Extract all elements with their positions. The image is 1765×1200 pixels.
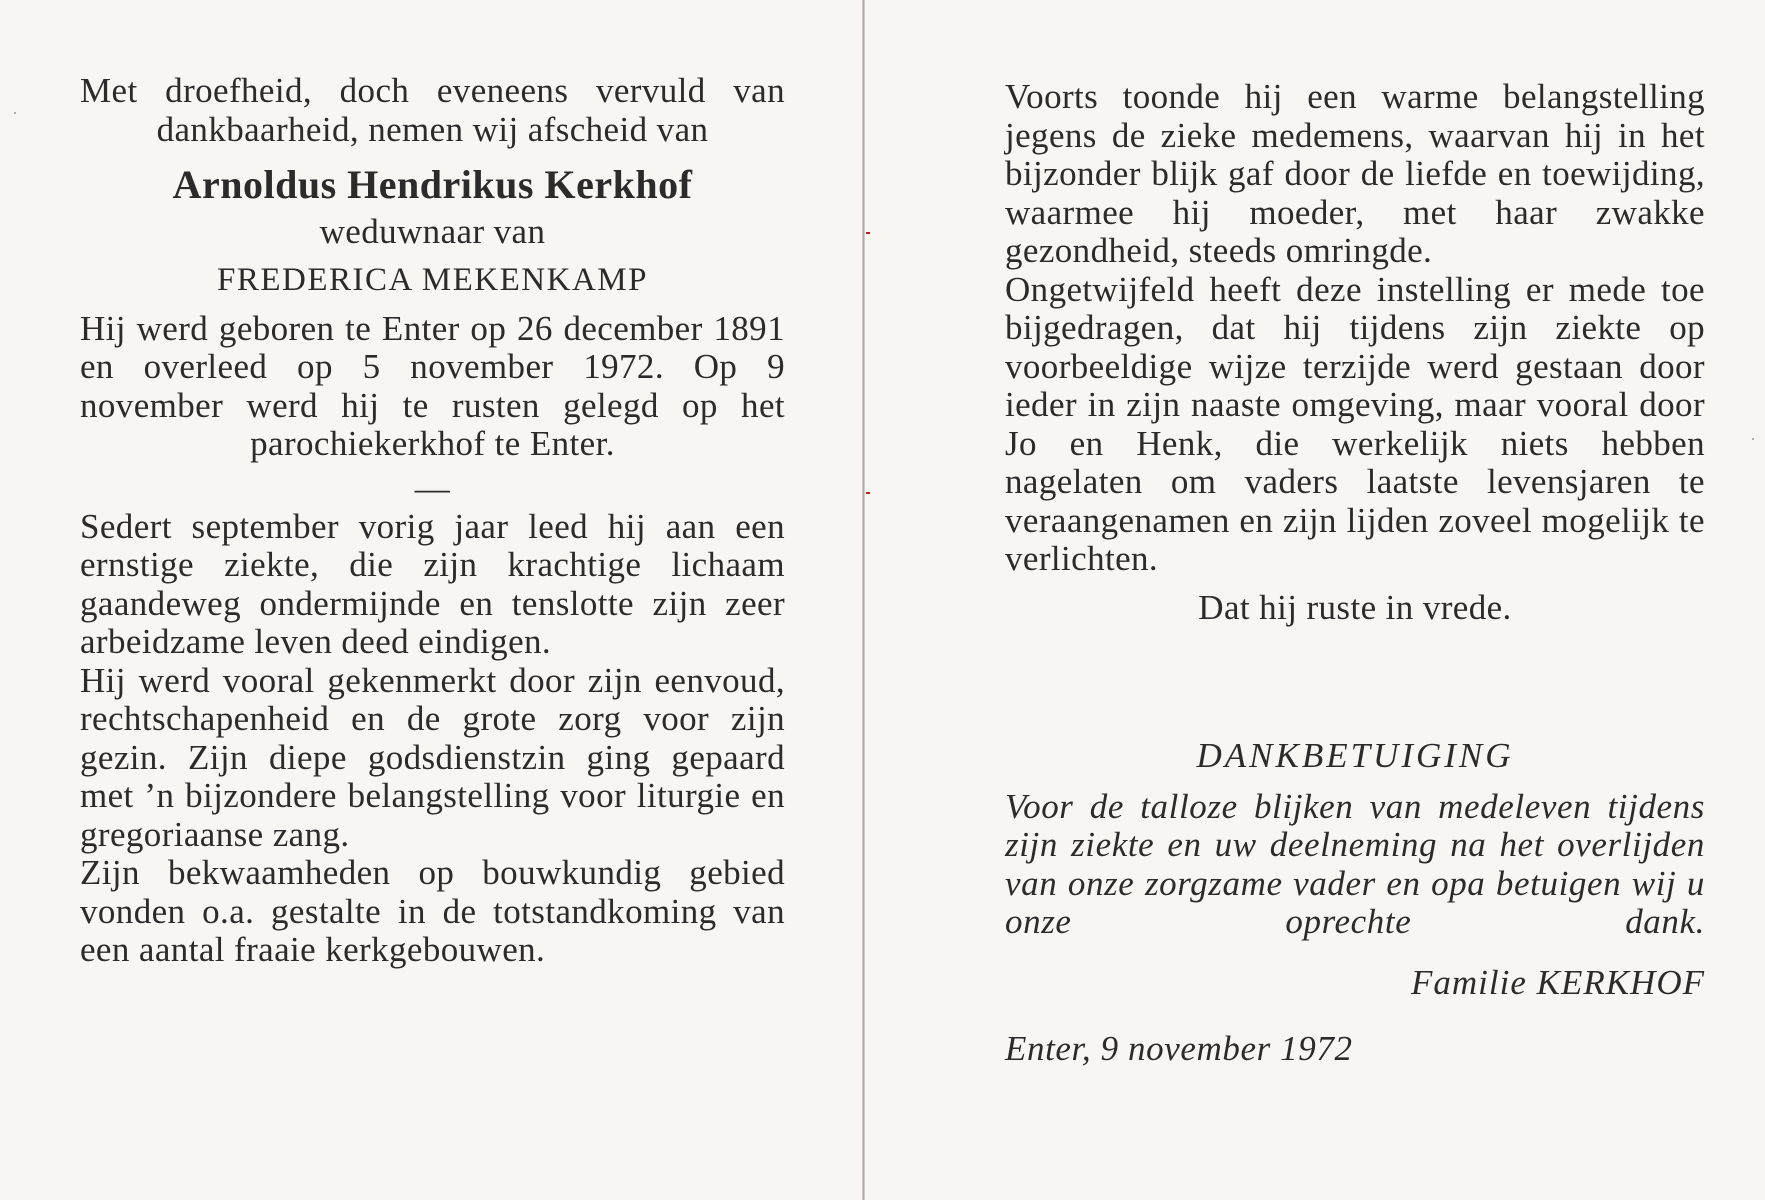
- right-paragraph-1: Voorts toonde hij een warme belangstelling jegens de zieke medemens, waarvan hij in het bijzonder blijk gaf door de liefde en toewijding, waarmee hij moeder, met haar zwakke gezondheid, steeds omringde.: [1005, 77, 1705, 270]
- paper-speck: [14, 112, 16, 114]
- thanks-body: Voor de talloze blijken van medeleven tijdens zijn ziekte en uw deelneming na het overlijden van onze zorgzame vader en opa betuigen wij u onze oprechte dank.: [1005, 786, 1705, 941]
- biography-paragraph-3: Zijn bekwaamheden op bouwkundig gebied vonden o.a. gestalte in de totstandkoming van een aantal fraaie kerkgebouwen.: [80, 853, 785, 969]
- left-text-column: [80, 72, 785, 970]
- wife-name: FREDERICA MEKENKAMP: [217, 261, 648, 298]
- birth-death-text: Hij werd geboren te Enter op 26 december 1891 en overleed op 5 november 1972. Op 9 november werd hij te rusten gelegd op het parochiekerkhof te Enter.: [80, 308, 785, 463]
- right-text-column: [1005, 78, 1705, 1069]
- rest-in-peace: Dat hij ruste in vrede.: [1198, 587, 1512, 627]
- intro-text: Met droefheid, doch eveneens vervuld van dankbaarheid, nemen wij afscheid van: [80, 71, 785, 149]
- family-signature: Familie KERKHOF: [1411, 962, 1705, 1002]
- card-fold-line: [862, 0, 865, 1200]
- left-page: [0, 0, 860, 1200]
- separator-dash: —: [414, 468, 451, 508]
- biography-paragraph-1: Sedert september vorig jaar leed hij aan een ernstige ziekte, die zijn krachtige lichaam gaandeweg ondermijnde en tenslotte zijn zeer arbeidzame leven deed eindigen.: [80, 506, 785, 661]
- widower-label: weduwnaar van: [319, 212, 546, 251]
- biography-paragraph-2: Hij werd vooral gekenmerkt door zijn eenvoud, rechtschapenheid en de grote zorg voor zijn gezin. Zijn diepe godsdienstzin ging gepaard met ’n bijzondere belangstelling voor liturgie en gregoriaanse zang.: [80, 660, 785, 854]
- right-paragraph-2: Ongetwijfeld heeft deze instelling er mede toe bijgedragen, dat hij tijdens zijn ziekte op voorbeeldige wijze terzijde werd gestaan door ieder in zijn naaste omgeving, maar vooral door Jo en Henk, die werkelijk niets hebben nagelaten om vaders laatste levensjaren te veraangenamen en zijn lijden zoveel mogelijk te verlichten.: [1005, 269, 1705, 578]
- fold-mark: [866, 492, 870, 494]
- place-date: Enter, 9 november 1972: [1005, 1029, 1353, 1068]
- thanks-title: DANKBETUIGING: [1196, 736, 1514, 775]
- deceased-name: Arnoldus Hendrikus Kerkhof: [172, 162, 693, 207]
- fold-mark: [866, 232, 870, 234]
